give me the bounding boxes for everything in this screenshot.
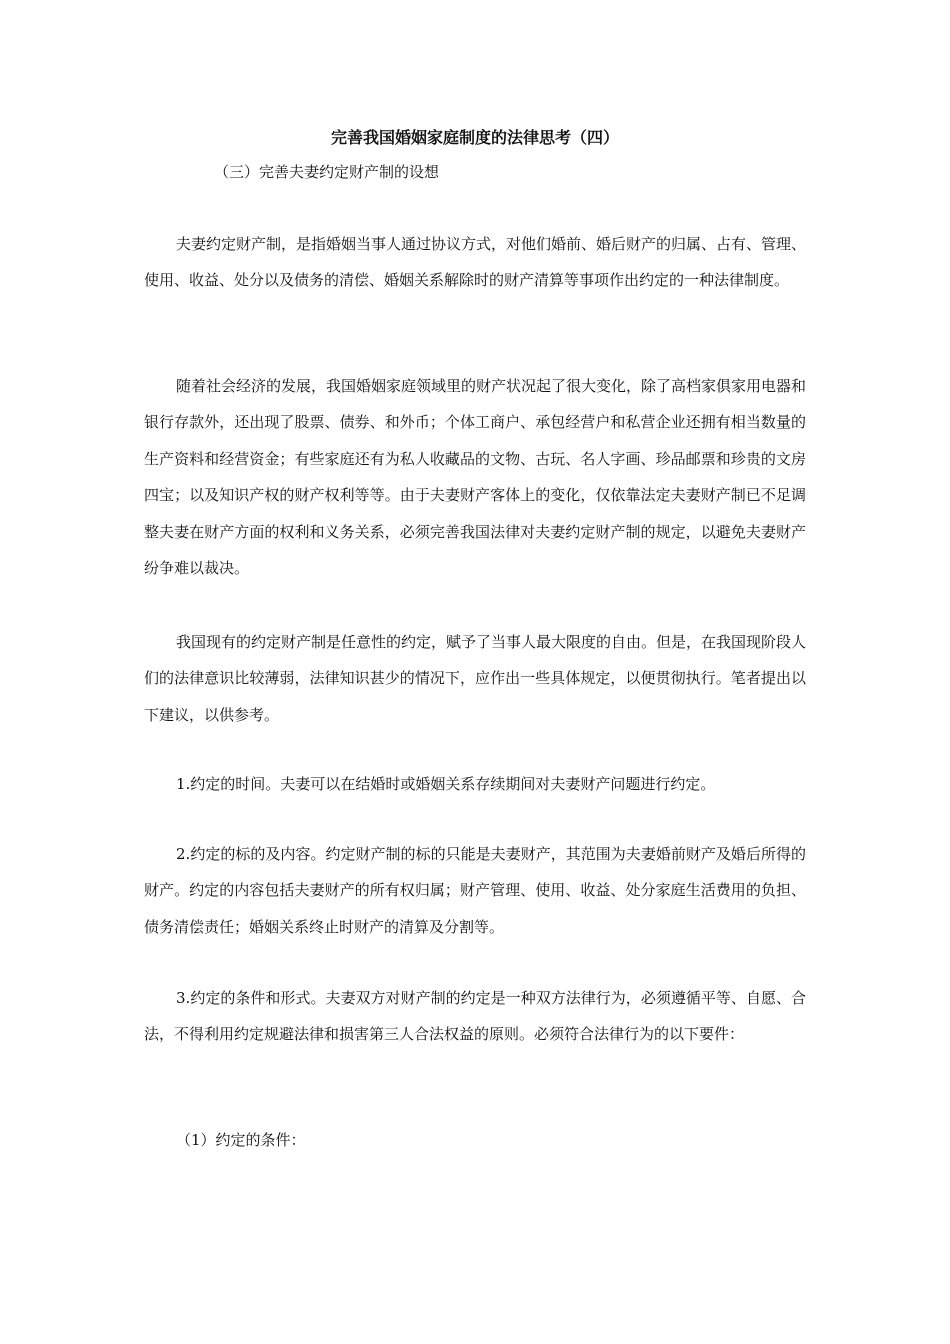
paragraph-subitem-1: （1）约定的条件： [176, 1131, 306, 1149]
document-title: 完善我国婚姻家庭制度的法律思考（四） [330, 128, 619, 147]
paragraph-item-2: 2.约定的标的及内容。约定财产制的标的只能是夫妻财产，其范围为夫妻婚前财产及婚后所得的财产。约定的内容包括夫妻财产的所有权归属；财产管理、使用、收益、处分家庭生活费用的负担、债务清偿责任；婚姻关系终止时财产的清算及分割等。 [144, 845, 806, 936]
paragraph-background: 随着社会经济的发展，我国婚姻家庭领域里的财产状况起了很大变化，除了高档家俱家用电器和银行存款外，还出现了股票、债券、和外币；个体工商户、承包经营户和私营企业还拥有相当数量的生产资料和经营资金；有些家庭还有为私人收藏品的文物、古玩、名人字画、珍品邮票和珍贵的文房四宝；以及知识产权的财产权利等等。由于夫妻财产客体上的变化，仅依靠法定夫妻财产制已不足调整夫妻在财产方面的权利和义务关系，必须完善我国法律对夫妻约定财产制的规定，以避免夫妻财产纷争难以裁决。 [144, 377, 807, 578]
paragraph-current-system: 我国现有的约定财产制是任意性的约定，赋予了当事人最大限度的自由。但是，在我国现阶段人们的法律意识比较薄弱，法律知识甚少的情况下，应作出一些具体规定，以便贯彻执行。笔者提出以下建议，以供参考。 [144, 633, 807, 724]
paragraph-definition: 夫妻约定财产制，是指婚姻当事人通过协议方式，对他们婚前、婚后财产的归属、占有、管理、使用、收益、处分以及债务的清偿、婚姻关系解除时的财产清算等事项作出约定的一种法律制度。 [144, 235, 807, 290]
paragraph-item-1: 1.约定的时间。夫妻可以在结婚时或婚姻关系存续期间对夫妻财产问题进行约定。 [176, 775, 716, 793]
paragraph-item-3: 3.约定的条件和形式。夫妻双方对财产制的约定是一种双方法律行为，必须遵循平等、自愿、合法，不得利用约定规避法律和损害第三人合法权益的原则。必须符合法律行为的以下要件： [144, 989, 806, 1044]
section-heading: （三）完善夫妻约定财产制的设想 [214, 163, 440, 181]
